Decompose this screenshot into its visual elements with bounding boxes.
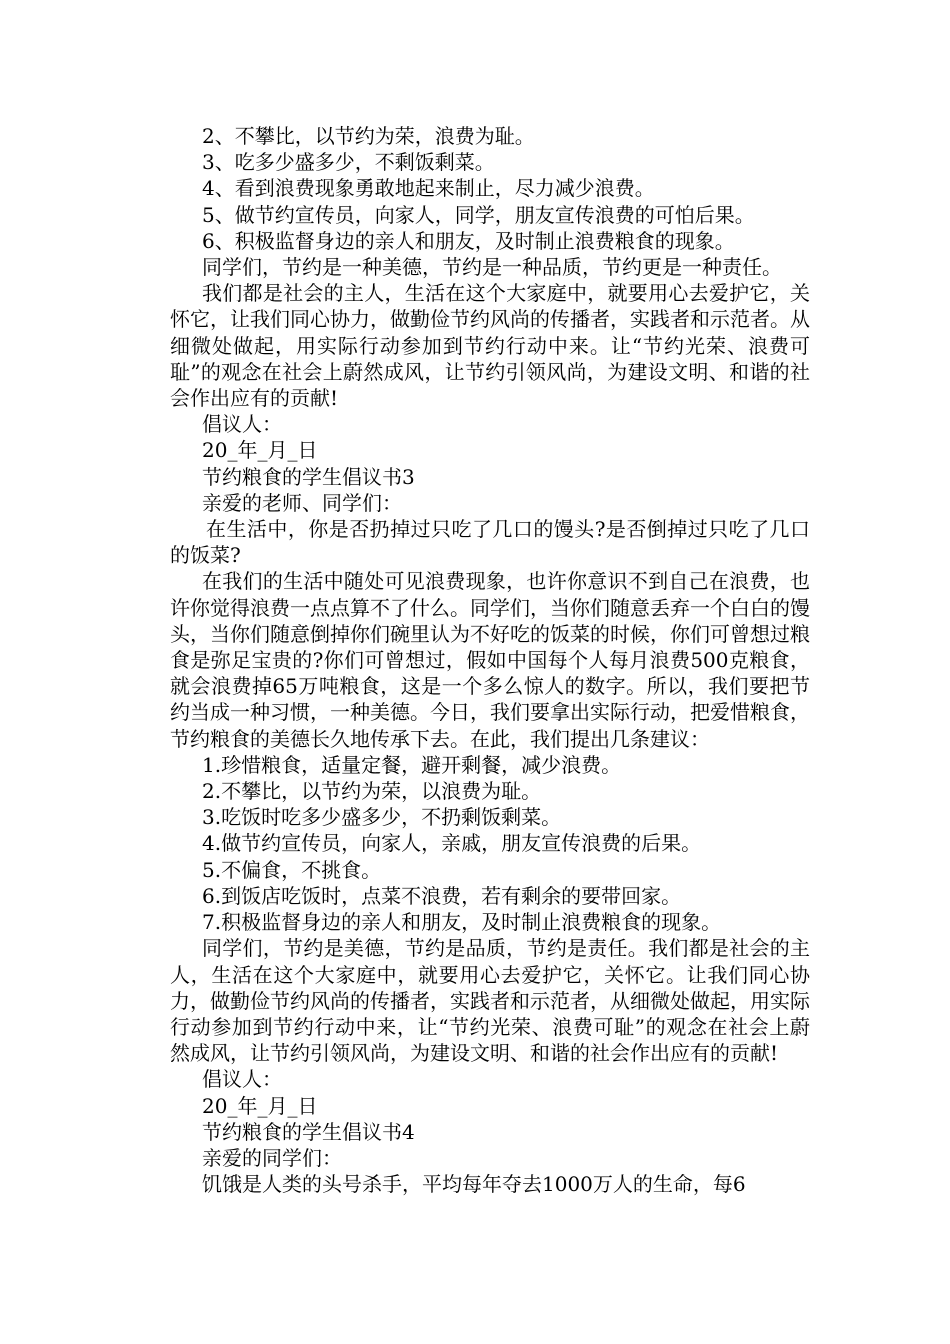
list-item: 6.到饭店吃饭时，点菜不浪费，若有剩余的要带回家。 [202, 883, 682, 908]
list-item: 7.积极监督身边的亲人和朋友，及时制止浪费粮食的现象。 [202, 910, 722, 935]
list-item: 5、做节约宣传员，向家人，同学，朋友宣传浪费的可怕后果。 [202, 202, 755, 227]
signature-label: 倡议人： [202, 1067, 282, 1092]
list-item: 5.不偏食，不挑食。 [202, 857, 382, 882]
list-item: 2、不攀比，以节约为荣，浪费为耻。 [202, 124, 535, 148]
list-item: 1.珍惜粮食，适量定餐，避开剩餐，减少浪费。 [202, 752, 622, 777]
paragraph: 在生活中，你是否扔掉过只吃了几口的馒头?是否倒掉过只吃了几口的饭菜? [170, 517, 810, 568]
salutation: 亲爱的同学们： [202, 1145, 342, 1170]
document-body [170, 123, 810, 1197]
list-item: 3.吃饭时吃多少盛多少，不扔剩饭剩菜。 [202, 805, 562, 830]
paragraph: 饥饿是人类的头号杀手，平均每年夺去1000万人的生命，每6 [202, 1172, 746, 1197]
list-item: 6、积极监督身边的亲人和朋友，及时制止浪费粮食的现象。 [202, 228, 735, 253]
list-item: 4.做节约宣传员，向家人，亲戚，朋友宣传浪费的后果。 [202, 831, 702, 856]
date-line: 20_年_月_日 [202, 1093, 318, 1118]
paragraph: 我们都是社会的主人，生活在这个大家庭中，就要用心去爱护它，关怀它，让我们同心协力，做勤俭节约风尚的传播者，实践者和示范者。从细微处做起，用实际行动参加到节约行动中来。让“节约光荣、浪费可耻”的观念在社会上蔚然成风，让节约引领风尚，为建设文明、和谐的社会作出应有的贡献! [170, 281, 810, 411]
paragraph: 同学们，节约是美德，节约是品质，节约是责任。我们都是社会的主人，生活在这个大家庭中，就要用心去爱护它，关怀它。让我们同心协力，做勤俭节约风尚的传播者，实践者和示范者，从细微处做起，用实际行动参加到节约行动中来，让“节约光荣、浪费可耻”的观念在社会上蔚然成风，让节约引领风尚，为建设文明、和谐的社会作出应有的贡献! [170, 936, 810, 1066]
list-item: 4、看到浪费现象勇敢地起来制止，尽力减少浪费。 [202, 176, 655, 201]
list-item: 3、吃多少盛多少，不剩饭剩菜。 [202, 150, 495, 175]
list-item: 2.不攀比，以节约为荣，以浪费为耻。 [202, 779, 542, 804]
paragraph: 同学们，节约是一种美德，节约是一种品质，节约更是一种责任。 [202, 255, 782, 280]
paragraph: 在我们的生活中随处可见浪费现象，也许你意识不到自己在浪费，也许你觉得浪费一点点算不了什么。同学们，当你们随意丢弃一个白白的馒头，当你们随意倒掉你们碗里认为不好吃的饭菜的时候，你们可曾想过粮食是弥足宝贵的?你们可曾想过，假如中国每个人每月浪费500克粮食，就会浪费掉65万吨粮食，这是一个多么惊人的数字。所以，我们要把节约当成一种习惯，一种美德。今日，我们要拿出实际行动，把爱惜粮食，节约粮食的美德长久地传承下去。在此，我们提出几条建议： [170, 569, 810, 751]
section-title: 节约粮食的学生倡议书4 [202, 1119, 415, 1144]
salutation: 亲爱的老师、同学们： [202, 490, 402, 515]
section-title: 节约粮食的学生倡议书3 [202, 464, 415, 489]
signature-label: 倡议人： [202, 412, 282, 437]
date-line: 20_年_月_日 [202, 438, 318, 463]
